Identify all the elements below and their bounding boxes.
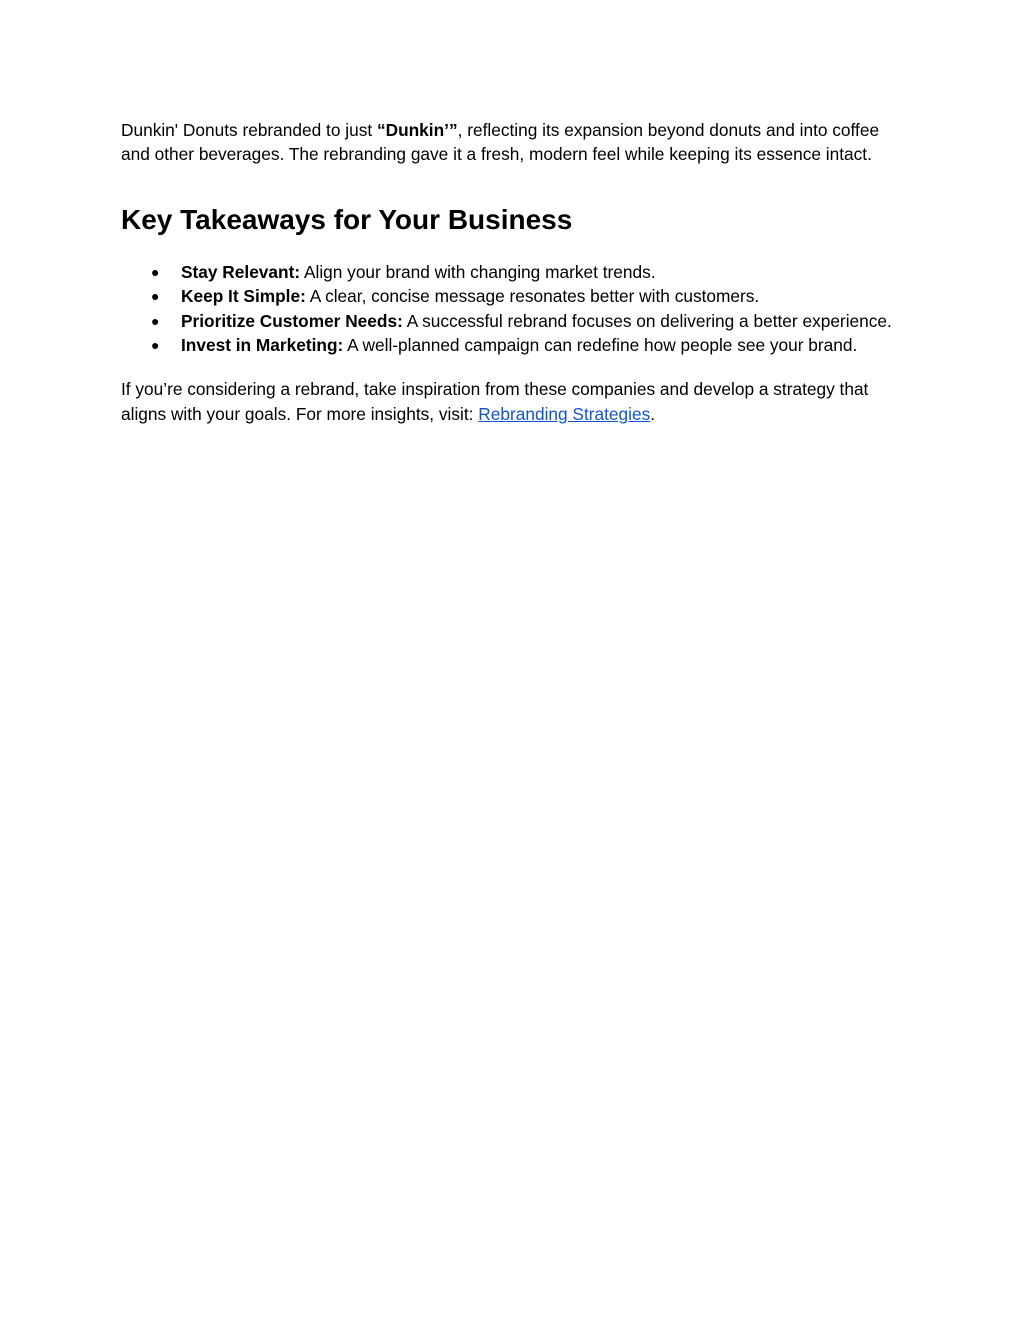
intro-bold-brand: “Dunkin’” [376, 120, 458, 140]
bullet-icon: ● [151, 312, 160, 329]
outro-paragraph [121, 377, 901, 426]
outro-text-after: . [650, 403, 656, 424]
takeaway-label: Invest in Marketing: [181, 335, 344, 356]
list-item [121, 309, 911, 333]
takeaway-text: Align your brand with changing market trends. [300, 261, 656, 282]
intro-paragraph [121, 118, 891, 167]
rebranding-strategies-link[interactable]: Rebranding Strategies [478, 403, 651, 424]
list-item [121, 284, 911, 308]
takeaway-text: A well-planned campaign can redefine how people see your brand. [343, 335, 858, 356]
list-item [121, 260, 911, 284]
list-item [121, 333, 911, 357]
outro-text: If you’re considering a rebrand, take inspiration from these companies and develop a strategy that aligns with your goals. For more insights, visit: [121, 379, 869, 424]
takeaways-list [121, 260, 921, 358]
takeaway-label: Prioritize Customer Needs: [181, 310, 403, 331]
takeaway-label: Keep It Simple: [181, 286, 306, 307]
takeaway-text: A clear, concise message resonates better with customers. [305, 286, 760, 307]
takeaway-text: A successful rebrand focuses on delivering a better experience. [402, 310, 892, 331]
takeaway-label: Stay Relevant: [181, 261, 301, 282]
intro-text-before: Dunkin' Donuts rebranded to just [121, 120, 377, 140]
bullet-icon: ● [151, 263, 160, 280]
bullet-icon: ● [151, 288, 160, 305]
bullet-icon: ● [151, 337, 160, 354]
document-page [121, 118, 921, 426]
section-heading: Key Takeaways for Your Business [121, 203, 573, 235]
intro-text-after: , reflecting its expansion beyond donuts and into coffee and other beverages. The rebranding gave it a fresh, modern feel while keeping its essence intact. [121, 120, 880, 165]
